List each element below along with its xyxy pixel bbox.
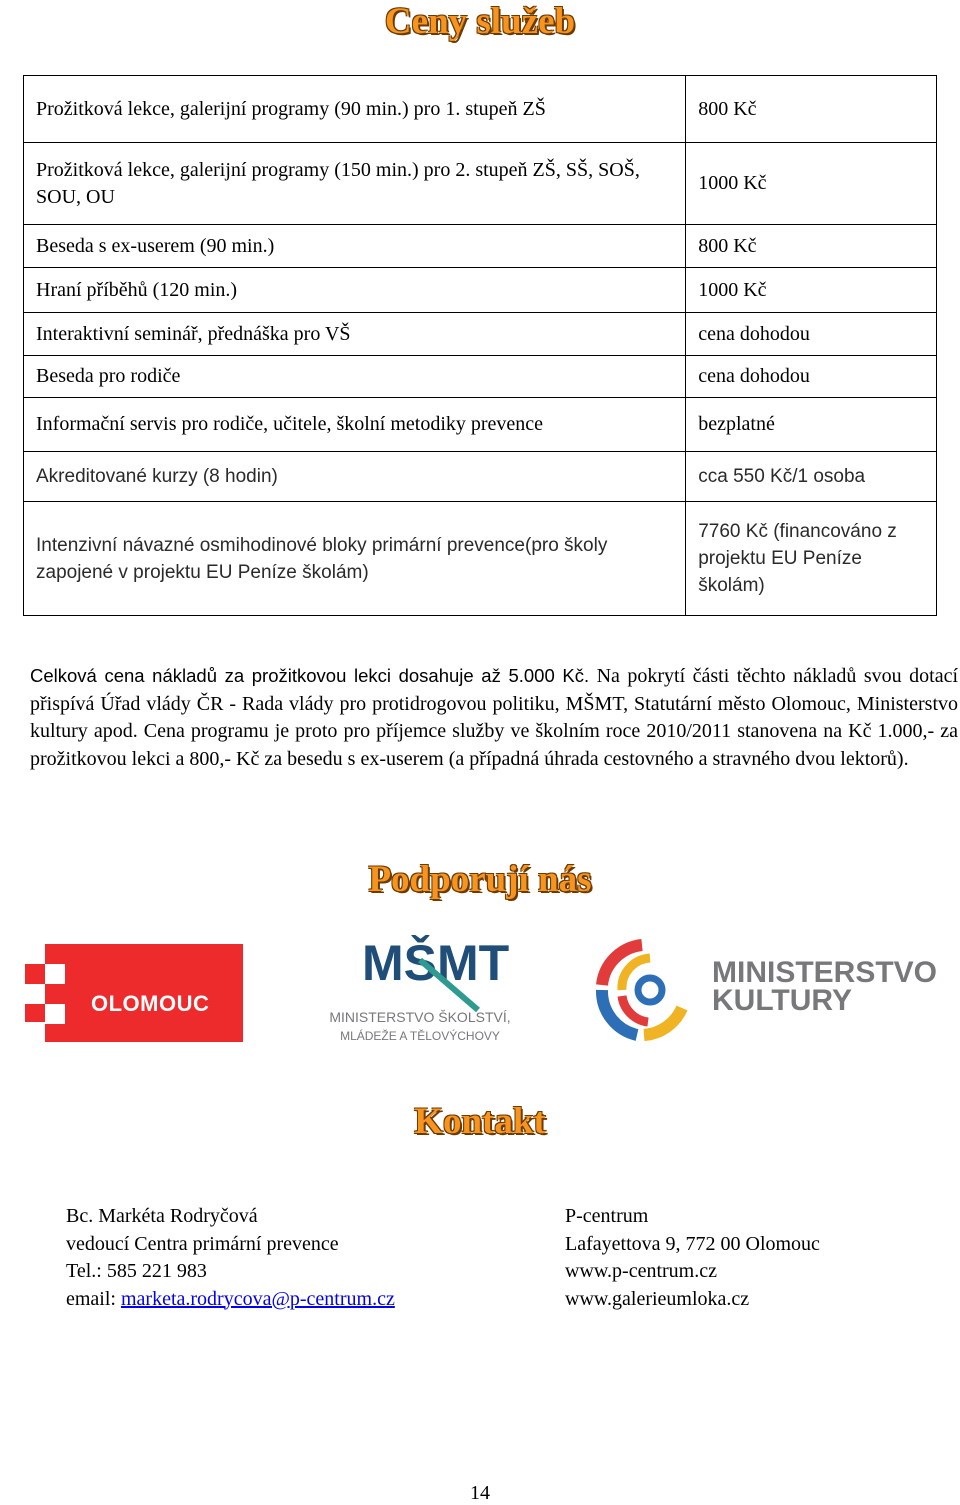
price-row-price: 7760 Kč (financováno z projektu EU Peníze školám) — [686, 502, 937, 616]
contact-person — [66, 1203, 395, 1313]
heading-support: Podporují nás — [368, 859, 592, 900]
contact-email-label: email: — [66, 1287, 121, 1310]
price-row-price: 800 Kč — [686, 225, 937, 268]
price-row-price: bezplatné — [686, 398, 937, 452]
mk-logo-line2: KULTURY — [712, 984, 852, 1017]
org-web-pcentrum[interactable]: www.p-centrum.cz — [565, 1260, 717, 1282]
msmt-logo-line2: MLÁDEŽE A TĚLOVÝCHOVY — [340, 1029, 500, 1043]
price-row-price: cena dohodou — [686, 313, 937, 356]
price-row — [24, 452, 937, 502]
price-row — [24, 143, 937, 225]
mk-logo[interactable] — [582, 930, 942, 1050]
msmt-logo-line1: MINISTERSTVO ŠKOLSTVÍ, — [329, 1009, 511, 1025]
price-row-service: Prožitková lekce, galerijní programy (90 min.) pro 1. stupeň ZŠ — [24, 76, 686, 143]
price-row — [24, 502, 937, 616]
msmt-logo[interactable] — [300, 930, 540, 1050]
contact-tel-label: Tel.: — [66, 1260, 107, 1282]
heading-prices: Ceny služeb — [384, 1, 576, 42]
msmt-logo-mark: MŠMT — [362, 935, 510, 991]
org-name: P-centrum — [565, 1205, 649, 1227]
price-row-service: Beseda pro rodiče — [24, 356, 686, 398]
price-row — [24, 313, 937, 356]
heading-contact: Kontakt — [414, 1101, 546, 1142]
price-row-service: Informační servis pro rodiče, učitele, školní metodiky prevence — [24, 398, 686, 452]
price-row-service: Intenzivní návazné osmihodinové bloky primární prevence(pro školy zapojené v projektu EU Peníze školám) — [24, 502, 686, 616]
contact-tel — [66, 1258, 395, 1286]
contact-organization — [565, 1203, 820, 1313]
price-row-service: Akreditované kurzy (8 hodin) — [24, 452, 686, 502]
price-row-price: cca 550 Kč/1 osoba — [686, 452, 937, 502]
price-row — [24, 356, 937, 398]
price-row — [24, 76, 937, 143]
cost-paragraph-part1: Celková cena nákladů za prožitkovou lekci dosahuje až 5.000 Kč. — [30, 665, 590, 686]
price-row — [24, 398, 937, 452]
mk-logo-emblem — [602, 945, 682, 1035]
price-row-service: Beseda s ex-userem (90 min.) — [24, 225, 686, 268]
price-row — [24, 225, 937, 268]
contact-role: vedoucí Centra primární prevence — [66, 1232, 339, 1255]
olomouc-logo[interactable] — [25, 944, 243, 1042]
price-row — [24, 268, 937, 313]
sponsor-logos — [0, 930, 960, 1050]
price-row-price: 1000 Kč — [686, 143, 937, 225]
contact-email-link[interactable]: marketa.rodrycova@p-centrum.cz — [120, 1287, 395, 1310]
price-row-service: Prožitková lekce, galerijní programy (150 min.) pro 2. stupeň ZŠ, SŠ, SOŠ, SOU, OU — [24, 143, 686, 225]
org-address: Lafayettova 9, 772 00 Olomouc — [565, 1232, 820, 1255]
price-row-service: Interaktivní seminář, přednáška pro VŠ — [24, 313, 686, 356]
contact-email — [66, 1286, 395, 1314]
contact-name: Bc. Markéta Rodryčová — [66, 1205, 258, 1227]
olomouc-logo-text: OLOMOUC — [91, 991, 210, 1016]
cost-paragraph — [30, 662, 958, 773]
price-row-service: Hraní příběhů (120 min.) — [24, 268, 686, 313]
org-web-galerie[interactable]: www.galerieumloka.cz — [565, 1287, 750, 1310]
price-row-price: 1000 Kč — [686, 268, 937, 313]
page-number: 14 — [470, 1482, 490, 1504]
price-table — [23, 75, 937, 616]
contact-tel-value: 585 221 983 — [106, 1260, 207, 1282]
mk-logo-line1: MINISTERSTVO — [712, 956, 938, 989]
price-row-price: 800 Kč — [686, 76, 937, 143]
cost-paragraph-part2: Na pokrytí části těchto nákladů svou dotací přispívá Úřad vlády ČR - Rada vlády pro protidrogovou politiku, MŠMT, Statutární město Olomouc, Ministerstvo kultury apod. Cena programu je proto pro příjemce služby ve školním roce 2010/2011 stanovena na Kč 1.000,- za prožitkovou lekci a 800,- Kč za besedu s ex-userem (a případná úhrada cestovného a stravného dvou lektorů). — [30, 665, 959, 770]
price-row-price: cena dohodou — [686, 356, 937, 398]
